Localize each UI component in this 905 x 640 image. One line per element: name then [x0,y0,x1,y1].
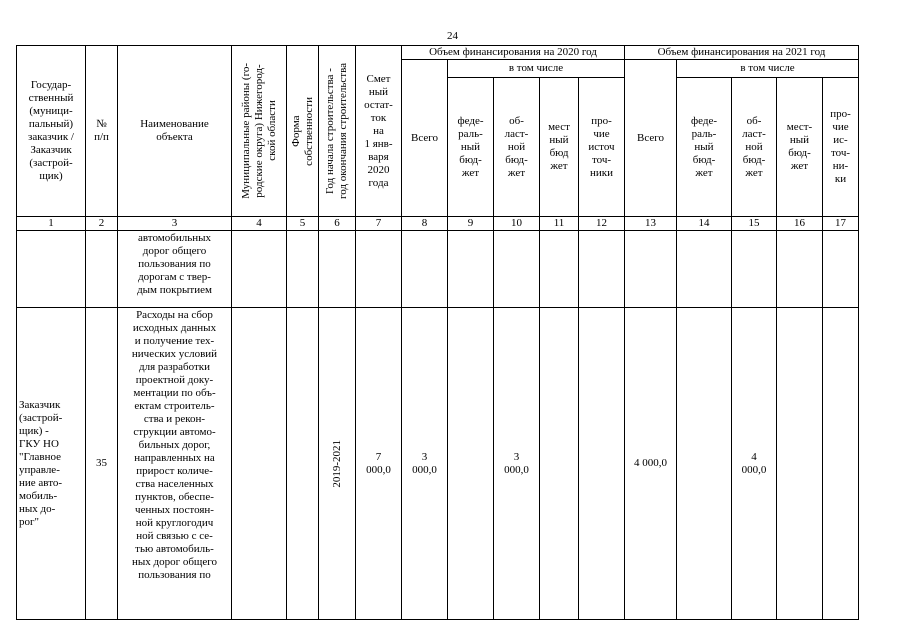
fed-2020-header: феде- раль- ный бюд- жет [448,78,494,217]
col-ownership-header [287,46,319,217]
cell-ownership [287,231,319,308]
cell-reg-2020: 3 000,0 [494,308,540,620]
oth-2021-header: про- чие ис- точ- ни- ки [823,78,859,217]
col-customer-header: Государ- ственный (муници- пальный) заказчик / Заказчик (застрой- щик) [17,46,86,217]
total-2021-header: Всего [625,60,677,217]
cell-loc-2020 [540,308,579,620]
table-row [17,308,859,620]
fin-2020-header: Объем финансирования на 2020 год [402,46,625,60]
column-number: 3 [118,217,232,231]
cell-reg-2021 [732,231,777,308]
column-number: 13 [625,217,677,231]
cell-district [232,308,287,620]
cell-loc-2020 [540,231,579,308]
cell-years [319,231,356,308]
cell-fed-2020 [448,308,494,620]
column-number: 4 [232,217,287,231]
cell-loc-2021 [777,308,823,620]
cell-total-2020 [402,231,448,308]
cell-loc-2021 [777,231,823,308]
cell-oth-2021 [823,308,859,620]
column-number: 10 [494,217,540,231]
cell-total-2021 [625,231,677,308]
column-number: 8 [402,217,448,231]
cell-oth-2020 [579,231,625,308]
cell-num: 35 [86,308,118,620]
cell-oth-2020 [579,308,625,620]
cell-fed-2021 [677,308,732,620]
column-number: 14 [677,217,732,231]
districts-header-text: Муниципальные районы (го- родские округа) Нижегород- ской области [239,63,278,199]
column-number: 7 [356,217,402,231]
col-districts-header [232,46,287,217]
column-number: 9 [448,217,494,231]
fin-2021-header: Объем финансирования на 2021 год [625,46,859,60]
oth-2020-header: про- чие источ точ- ники [579,78,625,217]
column-number: 5 [287,217,319,231]
years-value: 2019-2021 [330,439,343,488]
column-number: 11 [540,217,579,231]
cell-object: автомобильных дорог общего пользования по дорогам с твер- дым покрытием [118,231,232,308]
cell-object: Расходы на сбор исходных данных и получение тех- нических условий для разработки проектной доку- ментации по объ- ектам строитель- ства и рекон- струкции автомо- бильных дорог, направленных на прирост количе- ства населенных пунктов, обеспе- ченных постоян- ной круглогодич ной связью с се- тью автомобиль- ных дорог общего пользования по [118,308,232,620]
incl-2021-header: в том числе [677,60,859,78]
total-2020-header: Всего [402,60,448,217]
cell-customer [17,231,86,308]
cell-num [86,231,118,308]
column-number: 17 [823,217,859,231]
reg-2020-header: об- ласт- ной бюд- жет [494,78,540,217]
cell-fed-2021 [677,231,732,308]
loc-2021-header: мест- ный бюд- жет [777,78,823,217]
page-number: 24 [447,30,458,42]
loc-2020-header: мест ный бюд жет [540,78,579,217]
reg-2021-header: об- ласт- ной бюд- жет [732,78,777,217]
cell-reg-2021: 4 000,0 [732,308,777,620]
col-years-header [319,46,356,217]
ownership-header-text: Форма собственности [289,96,315,166]
cell-years [319,308,356,620]
column-number: 15 [732,217,777,231]
cell-customer: Заказчик (застрой- щик) - ГКУ НО "Главное управле- ние авто- мобиль- ных до- рог" [17,308,86,620]
column-number: 12 [579,217,625,231]
cell-estimate: 7 000,0 [356,308,402,620]
column-number: 6 [319,217,356,231]
cell-ownership [287,308,319,620]
incl-2020-header: в том числе [448,60,625,78]
cell-total-2021: 4 000,0 [625,308,677,620]
cell-reg-2020 [494,231,540,308]
cell-fed-2020 [448,231,494,308]
fed-2021-header: феде- раль- ный бюд- жет [677,78,732,217]
column-number: 1 [17,217,86,231]
col-object-header: Наименование объекта [118,46,232,217]
col-estimate-header: Смет ный остат- ток на 1 янв- варя 2020 года [356,46,402,217]
financing-table [16,45,859,620]
cell-total-2020: 3 000,0 [402,308,448,620]
column-number: 16 [777,217,823,231]
cell-oth-2021 [823,231,859,308]
table-row [17,231,859,308]
years-header-text: Год начала строительства - год окончания строительства [324,63,349,199]
col-num-header: № п/п [86,46,118,217]
cell-district [232,231,287,308]
cell-estimate [356,231,402,308]
column-number: 2 [86,217,118,231]
